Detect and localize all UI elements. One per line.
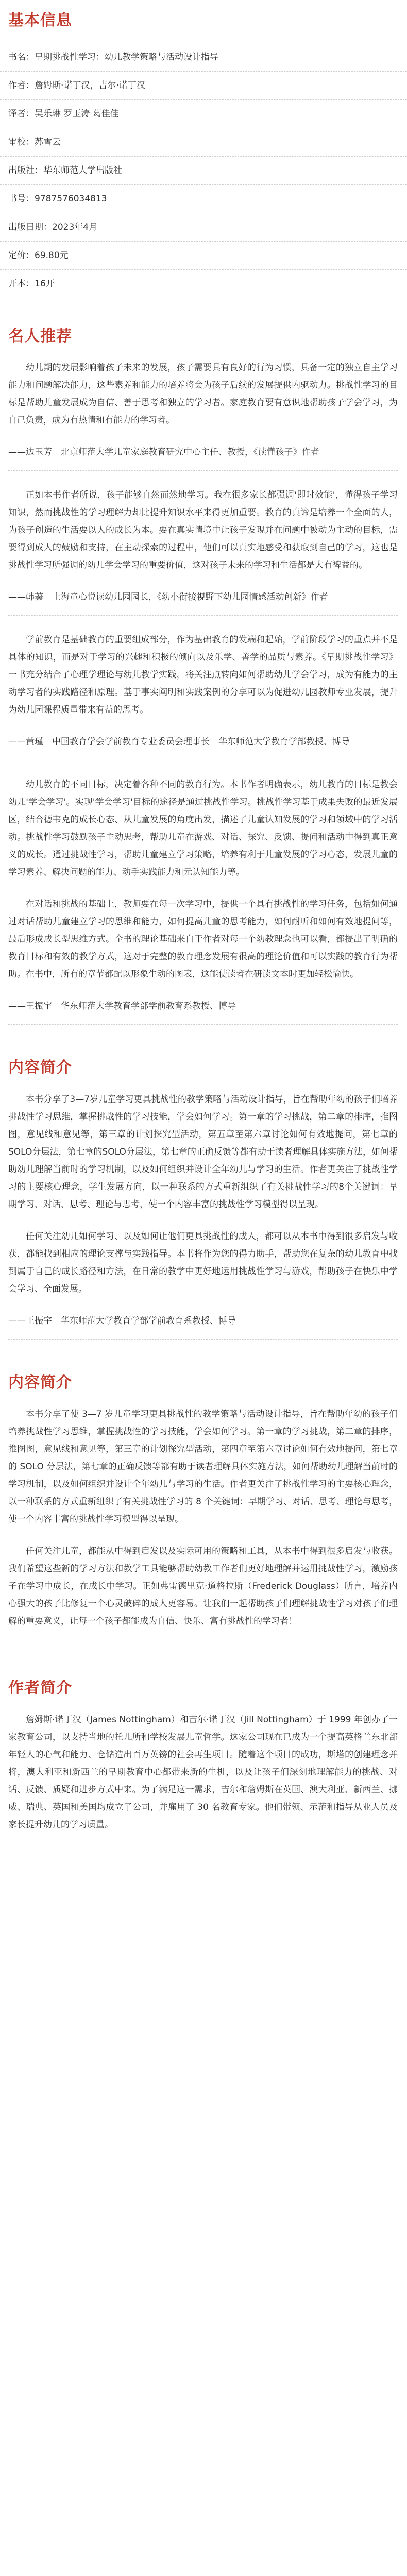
- info-row-title: 书名：早期挑战性学习：幼儿教学策略与活动设计指导: [0, 43, 407, 72]
- info-label: 审校: [8, 137, 26, 147]
- info-label: 出版社: [8, 165, 35, 176]
- summary-paragraph: 任何关注儿童，都能从中得到启发以及实际可用的策略和工具，从本书中得到很多启发与收获。我们希望这些新的学习方法和教学工具能够帮助幼教工作者们更好地理解并运用挑战性学习，激励孩子在学习中成长，在成长中学习。正如弗雷德里克·道格拉斯（Frederick Douglass）所言，培养内心强大的孩子比修复一个心灵破碎的成人更容易。让我们一起帮助孩子们理解挑战性学习对孩子们理解的重要意义，让每一个孩子都能成为自信、快乐、富有挑战性的学习者！: [8, 1546, 398, 1626]
- info-row-author: 作者：詹姆斯·诺丁汉，吉尔·诺丁汉: [0, 72, 407, 100]
- endorsement-signature: ——黄瑾 中国教育学会学前教育专业委员会理事长 华东师范大学教育学部教授、博导: [8, 737, 350, 747]
- info-row-publisher: 出版社：华东师范大学出版社: [0, 157, 407, 185]
- info-row-pubdate: 出版日期：2023年4月: [0, 213, 407, 242]
- endorsement-paragraph: 幼儿期的发展影响着孩子未来的发展，孩子需要具有良好的行为习惯，具备一定的独立自主学习能力和问题解决能力，这些素养和能力的培养将会为孩子后续的发展提供内驱动力。挑战性学习的目标是帮助儿童发展成为自信、善于思考和独立的学习者。家庭教育要有意识地帮助孩子学会学习，为自己负责，成为有热情和有能力的学习者。: [8, 363, 398, 426]
- summary-title-2: 内容简介: [8, 1374, 72, 1392]
- info-label: 定价: [8, 250, 26, 261]
- divider: [8, 1339, 398, 1340]
- info-row-reviewer: 审校：苏雪云: [0, 128, 407, 157]
- divider: [8, 470, 398, 471]
- info-row-translator: 译者：吴乐琳 罗玉涛 葛佳佳: [0, 100, 407, 128]
- endorsement-signature: ——王振宇 华东师范大学教育学部学前教育系教授、博导: [8, 1001, 236, 1011]
- info-label: 译者: [8, 109, 26, 119]
- author-paragraph: 詹姆斯·诺丁汉（James Nottingham）和吉尔·诺丁汉（Jill Nottingham）于 1999 年创办了一家教育公司，以支持当地的托儿所和学校发展儿童哲学。这家公司现在已成为一个提高英格兰东北部年轻人的心气和能力、仓储造出百万英镑的社会再生项目。随着这个项目的成功，斯塔的创建理念并将，澳大利亚和新西兰的早期教育中心都带来新的生机，以及让孩子们深刻地理解能力的挑战、对话、反馈、质疑和进步方式中来。为了满足这一需求，吉尔和詹姆斯在英国、澳大利亚、新西兰、挪威、瑞典、英国和美国均成立了公司，并雇用了 30 名教育专家。他们带领、示范和指导从业人员及家长提升幼儿的学习质量。: [8, 1715, 398, 1830]
- summary-title-1: 内容简介: [8, 1059, 72, 1077]
- endorsement-paragraph: 学前教育是基础教育的重要组成部分，作为基础教育的发端和起始，学前阶段学习的重点并不是具体的知识，而是对于学习的兴趣和积极的倾向以及乐学、善学的品质与素养。《早期挑战性学习》一书充分结合了心理学理论与幼儿教学实践，将关注点转向如何帮助幼儿学会学习，成为有能力的主动学习者的实践路径和原理。基于事实阐明和实践案例的分享可以为促进幼儿园教师专业发展，提升为幼儿园课程质量带来有益的思考。: [8, 635, 398, 715]
- info-label: 作者: [8, 80, 26, 91]
- info-label: 出版日期: [8, 222, 43, 232]
- basic-info-section: [0, 0, 407, 298]
- info-value: 华东师范大学出版社: [43, 165, 122, 176]
- endorsements-section: [0, 316, 407, 1025]
- endorsement-paragraph: 正如本书作者所说，孩子能够自然而然地学习。我在很多家长都强调'即时效能'，懂得孩子学习知识，然而挑战性的学习理解力却比提升知识水平来得更加重要。教育的真谛是培养一个全面的人，为孩子创造的生活要以人的成长为本。要在真实情境中让孩子发现并在问题中被动为主动的目标，需要得到成人的鼓励和支持，在主动探索的过程中，他们可以真实地感受和获取到自己的学习，这也是挑战性学习所强调的幼儿学会学习的重要价值，这对孩子未来的学习和生活都是大有裨益的。: [8, 490, 398, 570]
- summary-signature: ——王振宇 华东师范大学教育学部学前教育系教授、博导: [8, 1316, 236, 1326]
- endorsements-title: 名人推荐: [8, 327, 72, 345]
- endorsement-signature: ——韩蓁 上海童心悦读幼儿园园长，《幼小衔接视野下幼儿园情感活动创新》作者: [8, 592, 328, 602]
- divider: [8, 615, 398, 616]
- summary-section-2: [0, 1362, 407, 1645]
- summary-section-1: [0, 1047, 407, 1340]
- endorsement-paragraph: 在对话和挑战的基础上，教师要在每一次学习中，提供一个具有挑战性的学习任务，包括如何通过对话帮助儿童建立学习的思维和能力，如何提高儿童的思考能力，如何耐听和如何有效地提问等，最后形成成长型思维方式。全书的理论基础来自于作者对每一个幼教理念也可以看，都提出了明确的教育目标和有效的教学方式，这对于完整的教育理念发展有很高的理论价值和可以实践的教育行为帮助。在书中，所有的章节都配以形象生动的图表，这能使读者在研读文本时更加轻松愉快。: [8, 899, 398, 979]
- info-value: 9787576034813: [35, 194, 107, 204]
- summary-paragraph: 本书分享了3—7岁儿童学习更具挑战性的教学策略与活动设计指导，旨在帮助年幼的孩子们培养挑战性学习思维，掌握挑战性的学习技能，学会如何学习。第一章的学习挑战，第二章的排序，推图图，意见线和意见等，第三章的计划探究型活动，第五章至第六章讨论如何有效地提问，第七章的SOLO分层法，第七章的SOLO分层法，第七章的正确反馈等都有助于读者理解具体实施方法，如何帮助幼儿理解当前时的学习机制，以及如何组织并设计全年幼儿与学习的生活。作者更关注了挑战性学习的主要核心理念，学生发展方向，以一种联系的方式重新组织了有关挑战性学习的8个关键词：早期学习、对话、思考、理论与思考，使一个内容丰富的挑战性学习模型得以呈现。: [8, 1094, 398, 1210]
- endorsement-signature: ——边玉芳 北京师范大学儿童家庭教育研究中心主任、教授，《读懂孩子》作者: [8, 447, 319, 457]
- info-row-isbn: 书号：9787576034813: [0, 185, 407, 213]
- author-section: [0, 1668, 407, 1834]
- info-label: 开本: [8, 279, 26, 289]
- endorsement-paragraph: 幼儿教育的不同目标，决定着各种不同的教育行为。本书作者明确表示，幼儿教育的目标是教会幼儿'学会学习'。实现'学会学习'目标的途径是通过挑战性学习。挑战性学习基于成果失败的最近发展区，结合德韦克的成长心态、从儿童发展的角度出发，描述了儿童认知发展的学习和领域中的学习活动。挑战性学习鼓励孩子主动思考，帮助儿童在游戏、对话、探究、反馈、提问和活动中得到真正意义的成长。通过挑战性学习，帮助儿童建立学习策略，培养有利于儿童发展的学习心态，发展儿童的学习素养、解决问题的能力、动手实践能力和元认知能力等。: [8, 779, 398, 877]
- author-title: 作者简介: [8, 1679, 72, 1697]
- basic-info-title: 基本信息: [8, 11, 72, 29]
- info-value: 16开: [35, 279, 55, 289]
- info-value: 詹姆斯·诺丁汉，吉尔·诺丁汉: [35, 80, 145, 91]
- info-value: 早期挑战性学习：幼儿教学策略与活动设计指导: [35, 52, 218, 62]
- info-value: 69.80元: [35, 250, 69, 261]
- info-value: 吴乐琳 罗玉涛 葛佳佳: [35, 109, 119, 119]
- info-row-price: 定价：69.80元: [0, 242, 407, 270]
- info-label: 书号: [8, 194, 26, 204]
- summary-paragraph: 任何关注幼儿如何学习、以及如何让他们更具挑战性的成人，都可以从本书中得到很多启发与收获，都能找到相应的理论支撑与实践指导。本书将作为您的得力助手，帮助您在复杂的幼儿教育中找到属于自己的成长路径和方法，在日常的教学中更好地运用挑战性学习与游戏，帮助孩子在快乐中学会学习、全面发展。: [8, 1231, 398, 1294]
- info-label: 书名: [8, 52, 26, 62]
- info-value: 苏雪云: [35, 137, 61, 147]
- summary-paragraph: 本书分享了使 3—7 岁儿童学习更具挑战性的教学策略与活动设计指导，旨在帮助年幼的孩子们培养挑战性学习思维，掌握挑战性的学习技能，学会如何学习。第一章的学习挑战，第二章的排序，推图图，意见线和意见等，第三章的计划探究型活动，第四章至第六章讨论如何有效地提问，第七章的 SOLO 分层法，第七章的正确反馈等都有助于读者理解具体实施方法，如何帮助幼儿理解当前时的学习机制，以及如何组织并设计全年幼儿与学习的生活。作者更关注了挑战性学习的主要核心理念，以一种联系的方式重新组织了有关挑战性学习的 8 个关键词：早期学习、对话、思考、理论与思考，使一个内容丰富的挑战性学习模型得以呈现。: [8, 1409, 398, 1524]
- info-value: 2023年4月: [52, 222, 98, 232]
- divider: [8, 1024, 398, 1025]
- info-row-format: 开本：16开: [0, 270, 407, 298]
